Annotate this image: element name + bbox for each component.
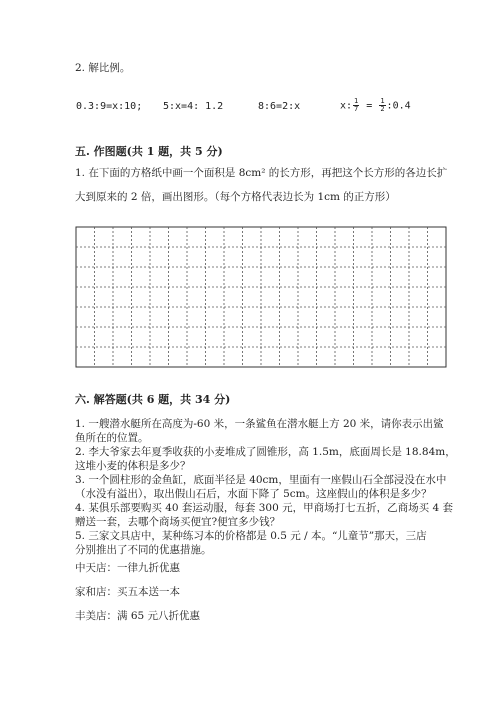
answer-line-10: 分别推出了不同的优惠措施。	[75, 544, 212, 556]
ratio-problem-2: 5:x=4: 1.2	[163, 101, 224, 112]
store-fengmei: 丰美店：满 65 元八折优惠	[75, 610, 201, 622]
drawing-question-line-1: 1. 在下面的方格纸中画一个面积是 8cm² 的长方形，再把这个长方形的各边长扩	[75, 167, 448, 179]
fraction-numerator: 1	[354, 97, 359, 105]
ratio-problem-1: 0.3:9=x:10;	[76, 101, 143, 112]
drawing-section-heading: 五. 作图题(共 1 题，共 5 分)	[75, 145, 223, 158]
store-jiahe: 家和店：买五本送一本	[75, 586, 180, 598]
fraction-one-seventh	[353, 98, 359, 113]
answer-line-1: 1. 一艘潜水艇所在高度为-60 米，一条鲨鱼在潜水艇上方 20 米，请你表示出鲨	[75, 418, 444, 430]
answer-line-4: 这堆小麦的体积是多少？	[75, 460, 191, 472]
ratio-problem-4-suffix: :0.4	[386, 100, 411, 112]
drawing-question-line-2: 大到原来的 2 倍，画出图形。（每个方格代表边长为 1cm 的正方形）	[75, 191, 396, 203]
ratio-problem-4-prefix: x:	[340, 100, 353, 112]
ratio-problem-3: 8:6=2:x	[258, 101, 301, 112]
store-zhongtian: 中天店：一律九折优惠	[75, 562, 180, 574]
answer-line-5: 3. 一个圆柱形的金鱼缸，底面半径是 40cm，里面有一座假山石全部浸没在水中	[75, 474, 447, 486]
fraction-one-half	[379, 98, 385, 113]
fraction-denominator: 2	[380, 105, 385, 113]
answer-line-6: （水没有溢出），取出假山石后，水面下降了 5cm。这座假山的体积是多少？	[75, 488, 432, 500]
fraction-numerator: 1	[380, 97, 385, 105]
answer-line-3: 2. 李大爷家去年夏季收获的小麦堆成了圆锥形，高 1.5m，底面周长是 18.84m，	[75, 446, 456, 458]
ratio-problem-4	[340, 98, 411, 113]
fraction-denominator: 7	[354, 105, 359, 113]
ratio-section-title: 2. 解比例。	[75, 62, 131, 74]
answer-line-2: 鱼所在的位置。	[75, 432, 149, 444]
grid-paper[interactable]	[75, 226, 447, 368]
answer-section-heading: 六. 解答题(共 6 题，共 34 分)	[75, 393, 231, 406]
answer-line-8: 赠送一套，去哪个商场买便宜?便宜多少钱？	[75, 516, 281, 528]
equals-sign: =	[360, 100, 379, 112]
answer-line-7: 4. 某俱乐部要购买 40 套运动服，每套 300 元，甲商场打七五折，乙商场买 4 套	[75, 502, 453, 514]
answer-line-9: 5. 三家文具店中，某种练习本的价格都是 0.5 元 / 本。“儿童节”那天，三店	[75, 530, 427, 542]
